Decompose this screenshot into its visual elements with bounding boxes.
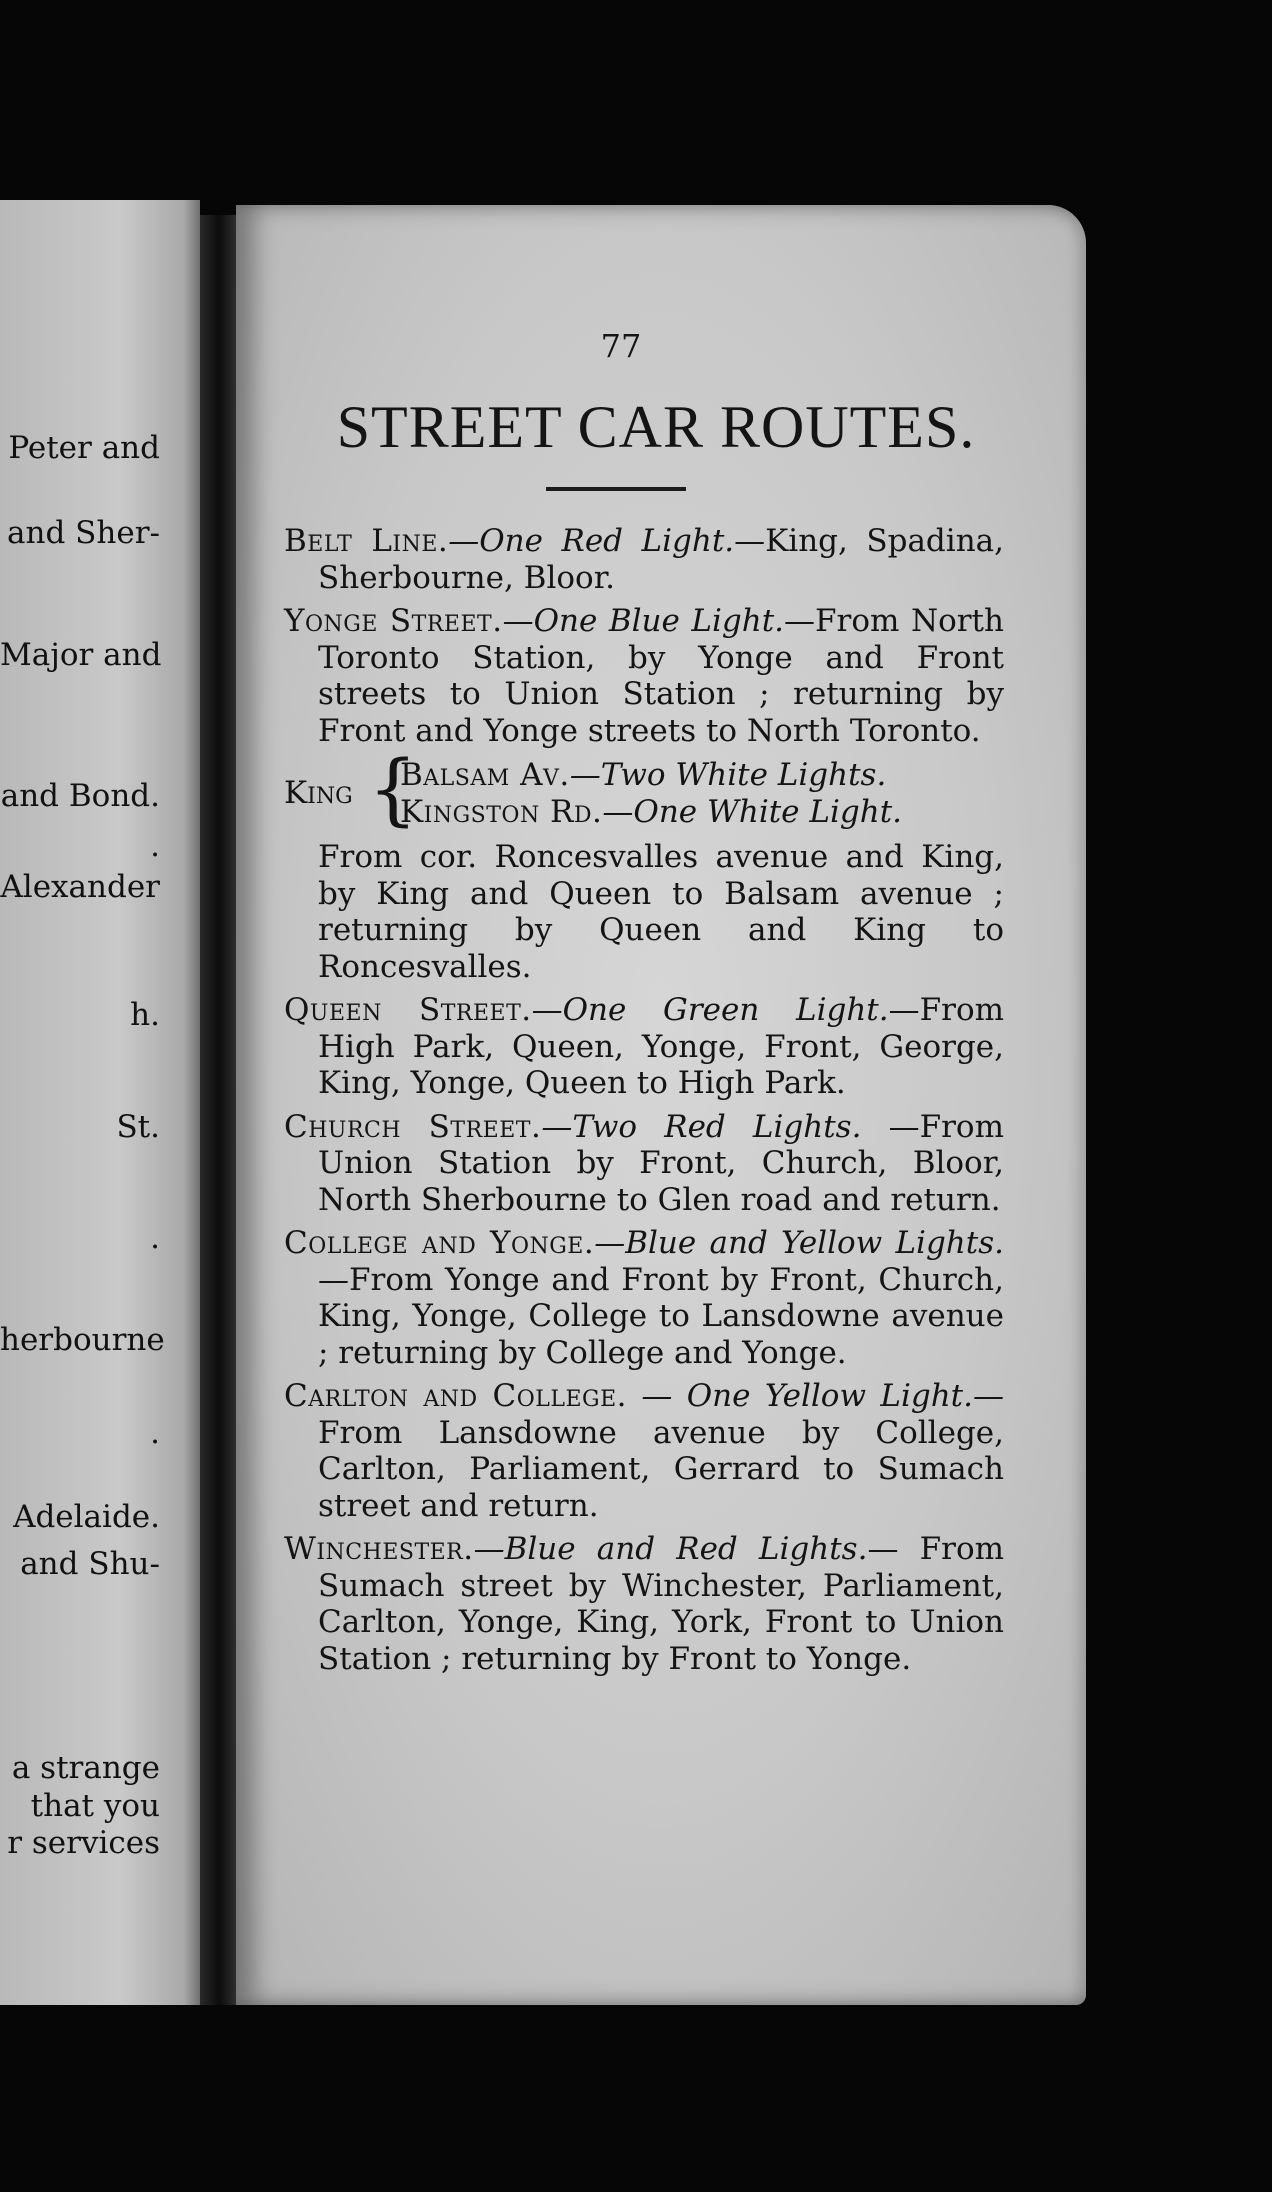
left-page-line: Peter and	[8, 430, 160, 466]
route-list	[284, 523, 1004, 1684]
left-page-line: St.	[116, 1109, 160, 1145]
route-entry-king	[284, 745, 1004, 835]
route-lights: —Two White Lights.	[569, 757, 887, 793]
left-page-line: that you	[30, 1788, 160, 1824]
route-name: Winchester.	[284, 1531, 474, 1567]
king-route-description: From cor. Roncesvalles avenue and King, by King and Queen to Balsam avenue ; returning by Queen and King to Roncesvalles.	[318, 839, 1004, 985]
left-page-line: .	[150, 1220, 160, 1256]
route-lights: —One Red Light.	[448, 523, 735, 559]
left-page-line: and Shu-	[20, 1546, 160, 1582]
left-page-line: Alexander	[0, 869, 160, 905]
route-description: —From Yonge and Front by Front, Church, King, Yonge, College to Lansdowne avenue ; returning by College and Yonge.	[318, 1261, 1004, 1371]
left-page-line: a strange	[11, 1750, 160, 1786]
page-title: STREET CAR ROUTES.	[336, 394, 976, 460]
left-page-line: Adelaide.	[13, 1499, 160, 1535]
route-name: Yonge Street.	[284, 603, 503, 639]
route-name: College and Yonge.	[284, 1225, 595, 1261]
left-page-line: .	[150, 1415, 160, 1451]
route-name: Carlton and College.	[284, 1378, 627, 1414]
route-lights: —Two Red Lights.	[541, 1108, 862, 1145]
route-lights: —Blue and Red Lights.	[473, 1531, 868, 1567]
route-entry-winchester	[284, 1531, 1004, 1677]
title-rule	[546, 487, 686, 491]
page-number: 77	[600, 327, 642, 365]
king-branch-kingston	[400, 794, 902, 831]
route-lights: — One Yellow Light.	[627, 1378, 973, 1414]
route-description: —From High Park, Queen, Yonge, Front, George, King, Yonge, Queen to High Park.	[318, 992, 1004, 1101]
left-page-line: h.	[130, 997, 160, 1033]
left-page-line: .	[150, 828, 160, 864]
route-entry-belt-line	[284, 523, 1004, 596]
left-page	[0, 200, 200, 2005]
left-page-line: herbourne	[0, 1322, 165, 1358]
left-page-line: and Bond.	[0, 778, 160, 814]
route-name: Belt Line.	[284, 523, 449, 559]
route-name: Balsam Av.	[400, 757, 570, 793]
route-description: —From Lansdowne avenue by College, Carlton, Parliament, Gerrard to Sumach street and return.	[318, 1378, 1004, 1524]
route-entry-church-street	[284, 1109, 1004, 1219]
route-lights: —One White Light.	[602, 794, 903, 830]
route-description: —From Union Station by Front, Church, Bloor, North Sherbourne to Glen road and return.	[318, 1108, 1004, 1218]
route-description: —King, Spadina, Sherbourne, Bloor.	[318, 523, 1004, 596]
left-page-line: and Sher-	[7, 515, 160, 551]
route-description: —From North Toronto Station, by Yonge and Front streets to Union Station ; returning by Front and Yonge streets to North Toronto.	[318, 603, 1004, 749]
route-lights: —One Blue Light.	[502, 603, 785, 639]
route-name: Kingston Rd.	[400, 794, 603, 830]
king-label: King	[284, 775, 353, 811]
route-name: Church Street.	[284, 1108, 542, 1145]
king-branch-balsam	[400, 757, 886, 794]
route-entry-yonge-street	[284, 603, 1004, 749]
route-entry-queen-street	[284, 992, 1004, 1102]
route-name: Queen Street.	[284, 992, 532, 1028]
left-page-line: Major and	[0, 637, 162, 673]
brace-icon: {	[368, 745, 418, 835]
route-lights: —Blue and Yellow Lights.	[594, 1225, 1004, 1261]
route-entry-carlton-and-college	[284, 1378, 1004, 1524]
right-page	[236, 205, 1086, 2005]
route-entry-college-and-yonge	[284, 1225, 1004, 1371]
route-description: — From Sumach street by Winchester, Parliament, Carlton, Yonge, King, York, Front to Union Station ; returning by Front to Yonge.	[318, 1531, 1004, 1677]
route-lights: —One Green Light.	[531, 992, 889, 1028]
left-page-line: r services	[7, 1825, 160, 1861]
